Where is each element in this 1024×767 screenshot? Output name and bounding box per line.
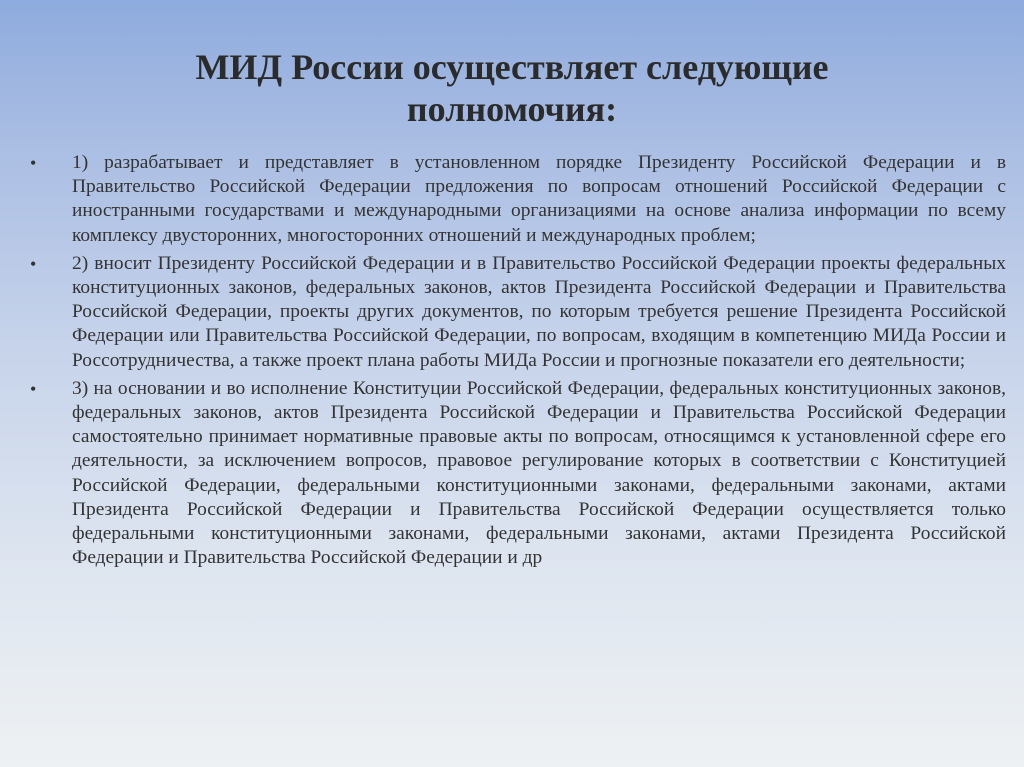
list-item-text: 1) разрабатывает и представляет в установленном порядке Президенту Российской Федерации и в Правительство Российской Федерации предложения по вопросам отношений Российской Федерации с иностранными государствами и международными организациями на основе анализа информации по всему комплексу двусторонних, многосторонних отношений и международных проблем; [72, 152, 1006, 246]
slide-title [100, 46, 924, 130]
bullet-marker: • [30, 253, 37, 274]
list-item [22, 252, 1006, 373]
slide-title-line-2: полномочия: [406, 89, 618, 129]
list-item [22, 377, 1006, 571]
list-item [22, 151, 1006, 248]
bullet-list [22, 151, 1006, 570]
slide-title-line-1: МИД России осуществляет следующие [195, 47, 829, 87]
list-item-text: 2) вносит Президенту Российской Федерации и в Правительство Российской Федерации проекты федеральных конституционных законов, федеральных законов, актов Президента Российской Федерации и Правительства Российской Федерации, проекты других документов, по которым требуется решение Президента Российской Федерации или Правительства Российской Федерации, по вопросам, входящим в компетенцию МИДа России и Россотрудничества, а также проект плана работы МИДа России и прогнозные показатели его деятельности; [72, 252, 1006, 371]
bullet-marker: • [30, 153, 37, 173]
bullet-marker: • [30, 378, 37, 399]
list-item-text: 3) на основании и во исполнение Конституции Российской Федерации, федеральных конституционных законов, федеральных законов, актов Президента Российской Федерации и Правительства Российской Федерации самостоятельно принимает нормативные правовые акты по вопросам, относящимся к установленной сфере его деятельности, за исключением вопросов, правовое регулирование которых в соответствии с Конституцией Российской Федерации, федеральными конституционными законами, федеральными законами, актами Президента Российской Федерации и Правительства Российской Федерации осуществляется только федеральными конституционными законами, федеральными законами, актами Президента Российской Федерации и Правительства Российской Федерации и др [72, 377, 1006, 569]
